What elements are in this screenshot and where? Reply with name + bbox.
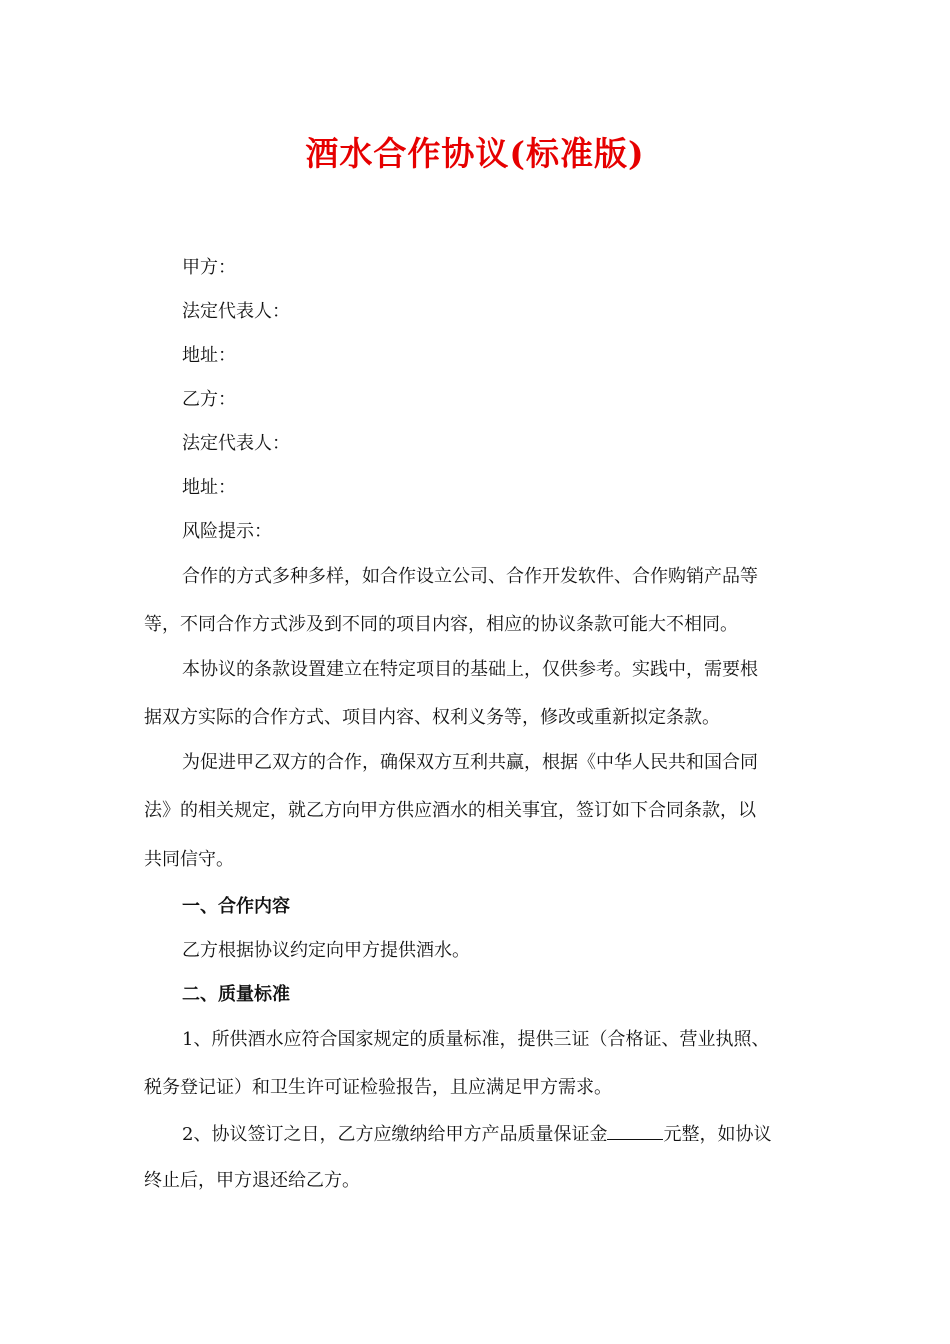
risk-paragraph-1-line-1: 合作的方式多种多样，如合作设立公司、合作开发软件、合作购销产品等 [182,566,758,587]
deposit-text-after: 元整，如协议 [663,1124,772,1145]
party-a-address-label: 地址： [182,345,236,366]
preamble-line-2: 法》的相关规定，就乙方向甲方供应酒水的相关事宜，签订如下合同条款，以 [144,800,756,821]
deposit-text-before: 2、协议签订之日，乙方应缴纳给甲方产品质量保证金 [182,1124,608,1145]
section-2-heading: 二、质量标准 [182,984,290,1005]
preamble-line-1: 为促进甲乙双方的合作，确保双方互利共赢，根据《中华人民共和国合同 [182,752,758,773]
risk-paragraph-1-line-2: 等，不同合作方式涉及到不同的项目内容，相应的协议条款可能大不相同。 [144,614,738,635]
section-2-item-1-line-1: 1、所供酒水应符合国家规定的质量标准，提供三证（合格证、营业执照、 [182,1029,770,1050]
section-1-heading: 一、合作内容 [182,896,290,917]
section-2-item-2-line-1 [182,1121,771,1147]
document-title: 酒水合作协议(标准版) [305,134,645,173]
deposit-amount-blank [607,1121,663,1140]
party-b-address-label: 地址： [182,477,236,498]
party-a-label: 甲方： [182,257,236,278]
section-2-item-1-line-2: 税务登记证）和卫生许可证检验报告，且应满足甲方需求。 [144,1077,612,1098]
party-b-rep-label: 法定代表人： [182,433,290,454]
section-1-text: 乙方根据协议约定向甲方提供酒水。 [182,940,470,961]
party-a-rep-label: 法定代表人： [182,301,290,322]
preamble-line-3: 共同信守。 [144,849,234,870]
risk-paragraph-2-line-1: 本协议的条款设置建立在特定项目的基础上，仅供参考。实践中，需要根 [182,659,758,680]
risk-paragraph-2-line-2: 据双方实际的合作方式、项目内容、权利义务等，修改或重新拟定条款。 [144,707,720,728]
section-2-item-2-line-2: 终止后，甲方退还给乙方。 [144,1170,360,1191]
risk-heading: 风险提示： [182,521,272,542]
party-b-label: 乙方： [182,389,236,410]
